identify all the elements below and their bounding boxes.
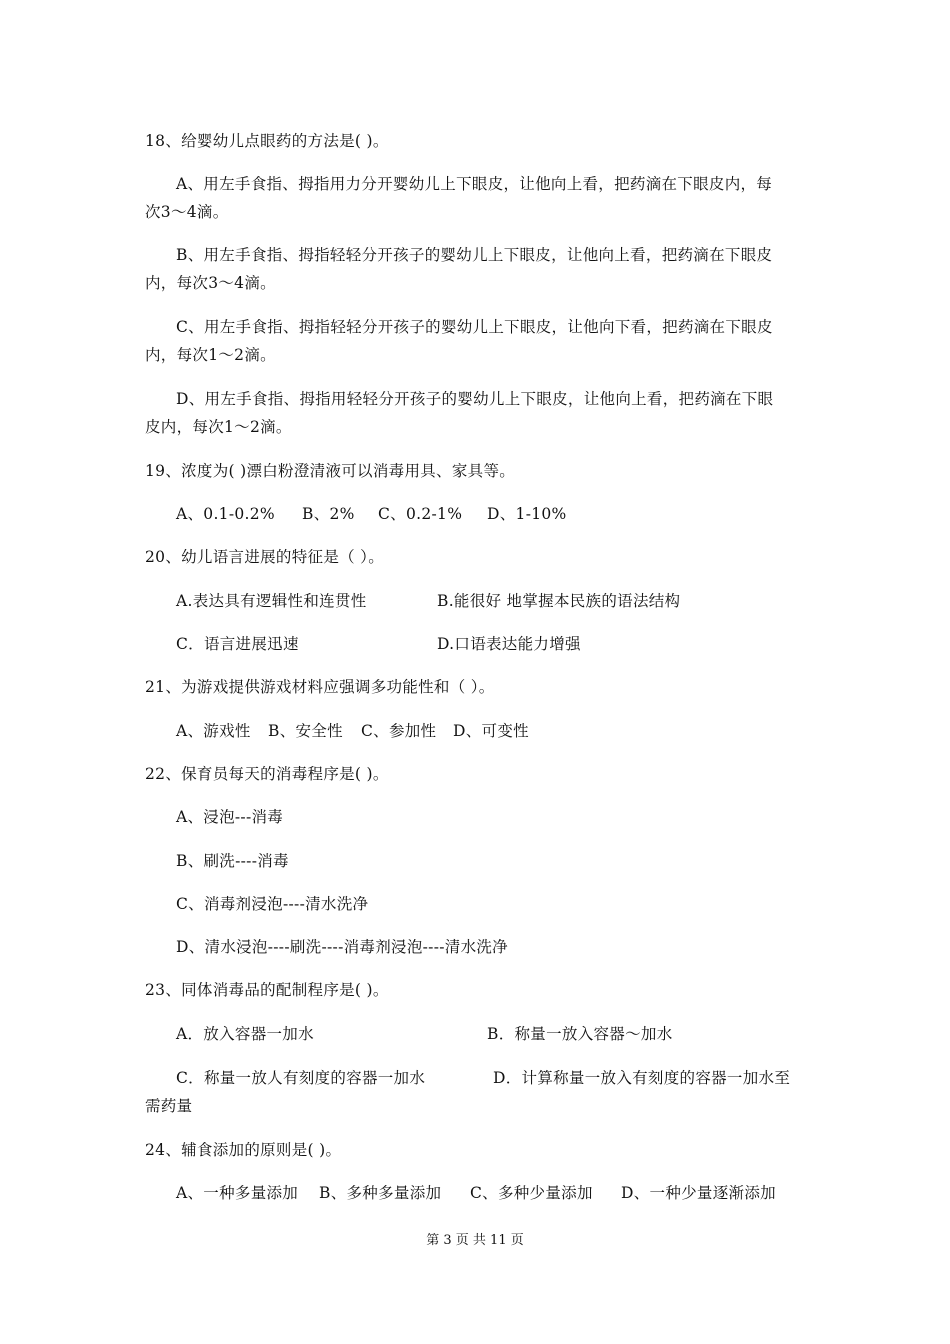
page-number-footer: 第 3 页 共 11 页 — [426, 1233, 524, 1248]
question-24-option-a: A、一种多量添加 — [176, 1184, 299, 1202]
question-20-option-a: A.表达具有逻辑性和连贯性 — [176, 592, 367, 610]
question-19-stem: 19、浓度为( )漂白粉澄清液可以消毒用具、家具等。 — [145, 462, 516, 480]
question-19-option-a: A、0.1-0.2% — [176, 505, 275, 523]
question-18-option-a-line2: 次3～4滴。 — [145, 203, 229, 221]
question-19-option-b: B、2% — [302, 505, 355, 523]
question-18-option-d-line1: D、用左手食指、拇指用轻轻分开孩子的婴幼儿上下眼皮，让他向上看，把药滴在下眼 — [176, 390, 774, 408]
question-18-option-b-line2: 内，每次3～4滴。 — [145, 274, 276, 292]
question-23-stem: 23、同体消毒品的配制程序是( )。 — [145, 981, 389, 999]
question-20-option-d: D.口语表达能力增强 — [437, 635, 581, 653]
question-24-option-d: D、一种少量逐渐添加 — [621, 1184, 776, 1202]
question-22-option-d: D、清水浸泡----刷洗----消毒剂浸泡----清水洗净 — [176, 938, 508, 956]
question-22-option-b: B、刷洗----消毒 — [176, 852, 289, 870]
question-20-stem: 20、幼儿语言进展的特征是（ ）。 — [145, 548, 385, 566]
question-23-option-b: B．称量一放入容器～加水 — [487, 1025, 673, 1043]
question-21-option-c: C、参加性 — [361, 722, 437, 740]
question-24-stem: 24、辅食添加的原则是( )。 — [145, 1141, 342, 1159]
question-23-option-a: A．放入容器一加水 — [176, 1025, 314, 1043]
question-22-option-a: A、浸泡---消毒 — [176, 808, 284, 826]
question-21-stem: 21、为游戏提供游戏材料应强调多功能性和（ ）。 — [145, 678, 495, 696]
question-21-option-a: A、游戏性 — [176, 722, 251, 740]
question-21-option-d: D、可变性 — [453, 722, 529, 740]
question-23-option-c: C．称量一放人有刻度的容器一加水 — [176, 1069, 426, 1087]
question-24-option-c: C、多种少量添加 — [470, 1184, 593, 1202]
question-18-option-c-line2: 内，每次1～2滴。 — [145, 346, 276, 364]
question-20-option-c: C．语言进展迅速 — [176, 635, 299, 653]
question-18-option-c-line1: C、用左手食指、拇指轻轻分开孩子的婴幼儿上下眼皮，让他向下看，把药滴在下眼皮 — [176, 318, 773, 336]
question-20-option-b: B.能很好 地掌握本民族的语法结构 — [437, 592, 681, 610]
question-19-option-c: C、0.2-1% — [378, 505, 463, 523]
question-18-stem: 18、给婴幼儿点眼药的方法是( )。 — [145, 132, 389, 150]
question-18-option-b-line1: B、用左手食指、拇指轻轻分开孩子的婴幼儿上下眼皮，让他向上看，把药滴在下眼皮 — [176, 246, 773, 264]
question-24-option-b: B、多种多量添加 — [319, 1184, 442, 1202]
question-18-option-a-line1: A、用左手食指、拇指用力分开婴幼儿上下眼皮，让他向上看，把药滴在下眼皮内，每 — [176, 175, 773, 193]
question-23-option-d: D．计算称量一放入有刻度的容器一加水至 — [493, 1069, 791, 1087]
question-21-option-b: B、安全性 — [268, 722, 343, 740]
question-19-option-d: D、1-10% — [487, 505, 567, 523]
question-23-option-d-line2: 需药量 — [145, 1097, 193, 1115]
question-18-option-d-line2: 皮内，每次1～2滴。 — [145, 418, 292, 436]
question-22-option-c: C、消毒剂浸泡----清水洗净 — [176, 895, 369, 913]
question-22-stem: 22、保育员每天的消毒程序是( )。 — [145, 765, 389, 783]
